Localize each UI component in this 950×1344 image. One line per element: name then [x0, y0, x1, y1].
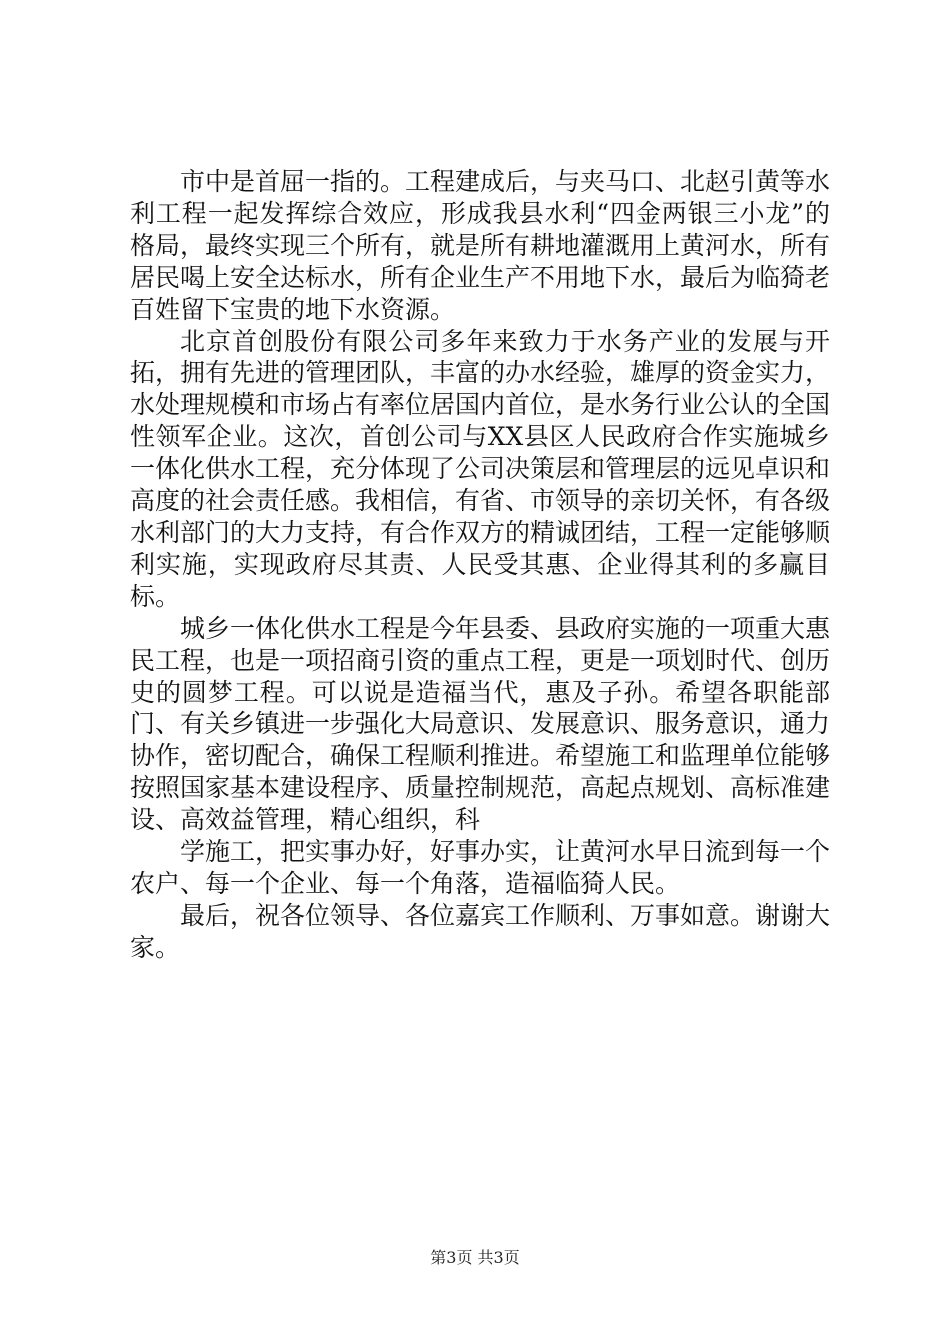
page-number-footer: 第3页 共3页 [430, 1248, 520, 1267]
paragraph-3: 城乡一体化供水工程是今年县委、县政府实施的一项重大惠民工程，也是一项招商引资的重点工程，更是一项划时代、创历史的圆梦工程。可以说是造福当代，惠及子孙。希望各职能部门、有关乡镇进一步强化大局意识、发展意识、服务意识，通力协作，密切配合，确保工程顺利推进。希望施工和监理单位能够按照国家基本建设程序、质量控制规范，高起点规划、高标准建设、高效益管理，精心组织，科 [130, 613, 831, 835]
paragraph-1: 市中是首屈一指的。工程建成后，与夹马口、北赵引黄等水利工程一起发挥综合效应，形成我县水利“四金两银三小龙”的格局，最终实现三个所有，就是所有耕地灌溉用上黄河水，所有居民喝上安全达标水，所有企业生产不用地下水，最后为临猗老百姓留下宝贵的地下水资源。 [130, 167, 831, 324]
document-body [130, 166, 830, 964]
paragraph-2: 北京首创股份有限公司多年来致力于水务产业的发展与开拓，拥有先进的管理团队，丰富的办水经验，雄厚的资金实力，水处理规模和市场占有率位居国内首位，是水务行业公认的全国性领军企业。这次，首创公司与XX县区人民政府合作实施城乡一体化供水工程，充分体现了公司决策层和管理层的远见卓识和高度的社会责任感。我相信，有省、市领导的亲切关怀，有各级水利部门的大力支持，有合作双方的精诚团结，工程一定能够顺利实施，实现政府尽其责、人民受其惠、企业得其利的多赢目标。 [130, 326, 831, 611]
paragraph-4: 学施工，把实事办好，好事办实，让黄河水早日流到每一个农户、每一个企业、每一个角落，造福临猗人民。 [130, 837, 831, 898]
paragraph-5: 最后，祝各位领导、各位嘉宾工作顺利、万事如意。谢谢大家。 [130, 900, 831, 962]
